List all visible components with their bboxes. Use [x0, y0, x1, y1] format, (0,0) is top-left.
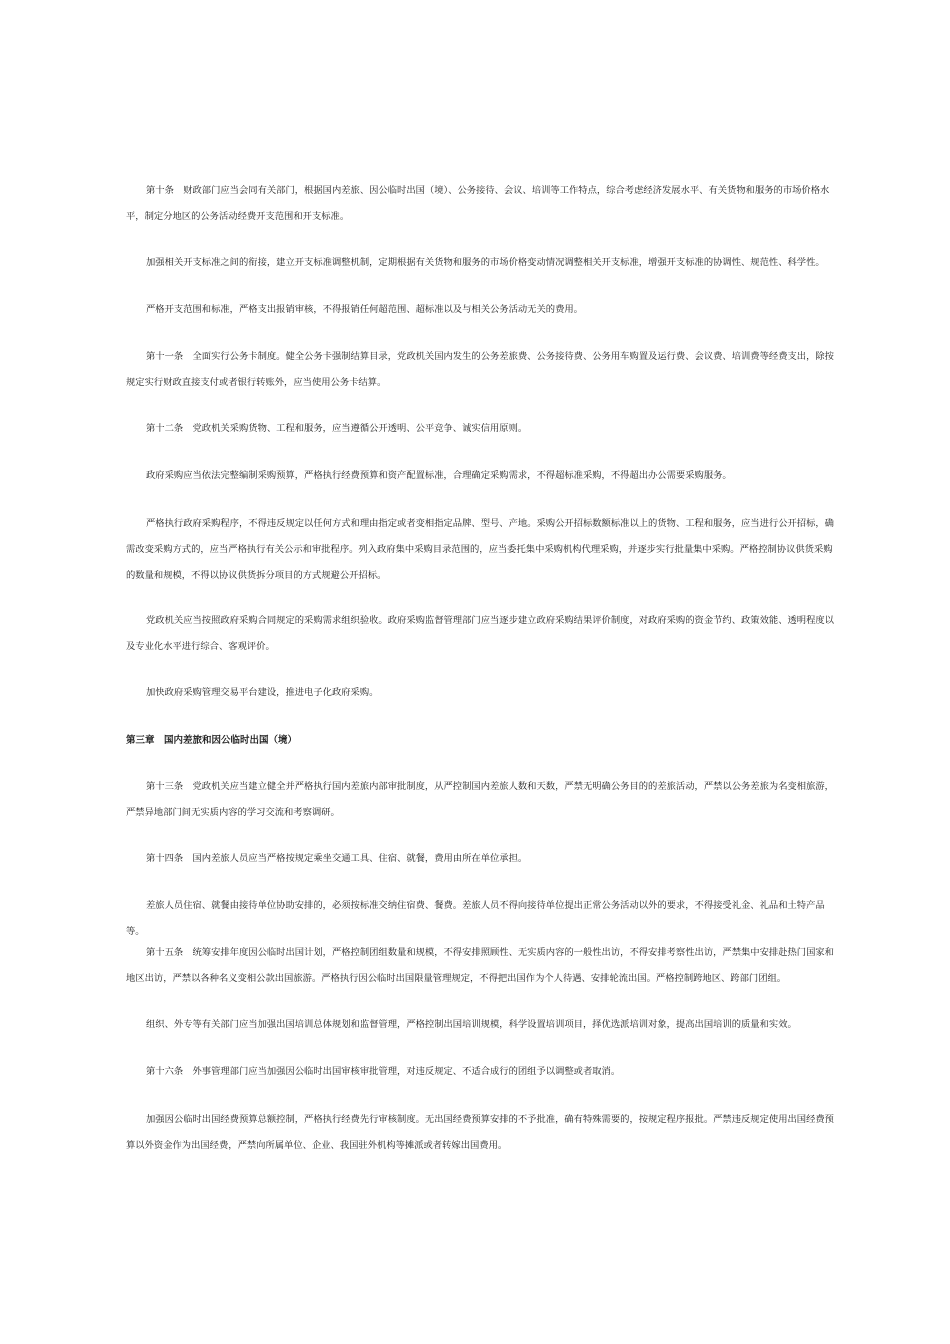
- chapter-3-heading: 第三章 国内差旅和因公临时出国（境）: [126, 735, 298, 746]
- standards-coordination-paragraph: 加强相关开支标准之间的衔接，建立开支标准调整机制，定期根据有关货物和服务的市场价格变动情况调整相关开支标准，增强开支标准的协调性、规范性、科学性。: [146, 257, 825, 268]
- article-13-paragraph: 第十三条 党政机关应当建立健全并严格执行国内差旅内部审批制度，从严控制国内差旅人数和天数，严禁无明确公务目的的差旅活动，严禁以公务差旅为名变相旅游，严禁异地部门间无实质内容的学习交流和考察调研。: [126, 781, 834, 818]
- overseas-training-paragraph: 组织、外专等有关部门应当加强出国培训总体规划和监督管理，严格控制出国培训规模，科学设置培训项目，择优选派培训对象，提高出国培训的质量和实效。: [146, 1019, 797, 1030]
- overseas-budget-paragraph: 加强因公临时出国经费预算总额控制，严格执行经费先行审核制度。无出国经费预算安排的不予批准，确有特殊需要的，按规定程序报批。严禁违反规定使用出国经费预算以外资金作为出国经费，严禁向所属单位、企业、我国驻外机构等摊派或者转嫁出国费用。: [126, 1114, 834, 1151]
- expense-review-paragraph: 严格开支范围和标准，严格支出报销审核，不得报销任何超范围、超标准以及与相关公务活动无关的费用。: [146, 304, 583, 315]
- article-12-paragraph: 第十二条 党政机关采购货物、工程和服务，应当遵循公开透明、公平竞争、诚实信用原则。: [146, 423, 528, 434]
- procurement-budget-paragraph: 政府采购应当依法完整编制采购预算，严格执行经费预算和资产配置标准，合理确定采购需求，不得超标准采购，不得超出办公需要采购服务。: [146, 470, 732, 481]
- article-15-paragraph: 第十五条 统筹安排年度因公临时出国计划，严格控制团组数量和规模，不得安排照顾性、无实质内容的一般性出访，不得安排考察性出访，严禁集中安排赴热门国家和地区出访，严禁以各种名义变相公款出国旅游。严格执行因公临时出国限量管理规定，不得把出国作为个人待遇、安排轮流出国。严格控制跨地区、跨部门团组。: [126, 947, 834, 984]
- procurement-procedure-paragraph: 严格执行政府采购程序，不得违反规定以任何方式和理由指定或者变相指定品牌、型号、产地。采购公开招标数额标准以上的货物、工程和服务，应当进行公开招标，确需改变采购方式的，应当严格执行有关公示和审批程序。列入政府集中采购目录范围的，应当委托集中采购机构代理采购，并逐步实行批量集中采购。严格控制协议供货采购的数量和规模，不得以协议供货拆分项目的方式规避公开招标。: [126, 518, 834, 581]
- article-16-paragraph: 第十六条 外事管理部门应当加强因公临时出国审核审批管理，对违反规定、不适合成行的团组予以调整或者取消。: [146, 1066, 621, 1077]
- e-procurement-paragraph: 加快政府采购管理交易平台建设，推进电子化政府采购。: [146, 687, 379, 698]
- travel-accommodation-paragraph: 差旅人员住宿、就餐由接待单位协助安排的，必须按标准交纳住宿费、餐费。差旅人员不得向接待单位提出正常公务活动以外的要求，不得接受礼金、礼品和土特产品等。: [126, 900, 825, 937]
- procurement-acceptance-paragraph: 党政机关应当按照政府采购合同规定的采购需求组织验收。政府采购监督管理部门应当逐步建立政府采购结果评价制度，对政府采购的资金节约、政策效能、透明程度以及专业化水平进行综合、客观评价。: [126, 615, 834, 652]
- article-14-paragraph: 第十四条 国内差旅人员应当严格按规定乘坐交通工具、住宿、就餐，费用由所在单位承担。: [146, 853, 528, 864]
- article-11-paragraph: 第十一条 全面实行公务卡制度。健全公务卡强制结算目录，党政机关国内发生的公务差旅费、公务接待费、公务用车购置及运行费、会议费、培训费等经费支出，除按规定实行财政直接支付或者银行转账外，应当使用公务卡结算。: [126, 351, 834, 388]
- article-10-paragraph: 第十条 财政部门应当会同有关部门，根据国内差旅、因公临时出国（境）、公务接待、会议、培训等工作特点，综合考虑经济发展水平、有关货物和服务的市场价格水平，制定分地区的公务活动经费开支范围和开支标准。: [126, 185, 830, 222]
